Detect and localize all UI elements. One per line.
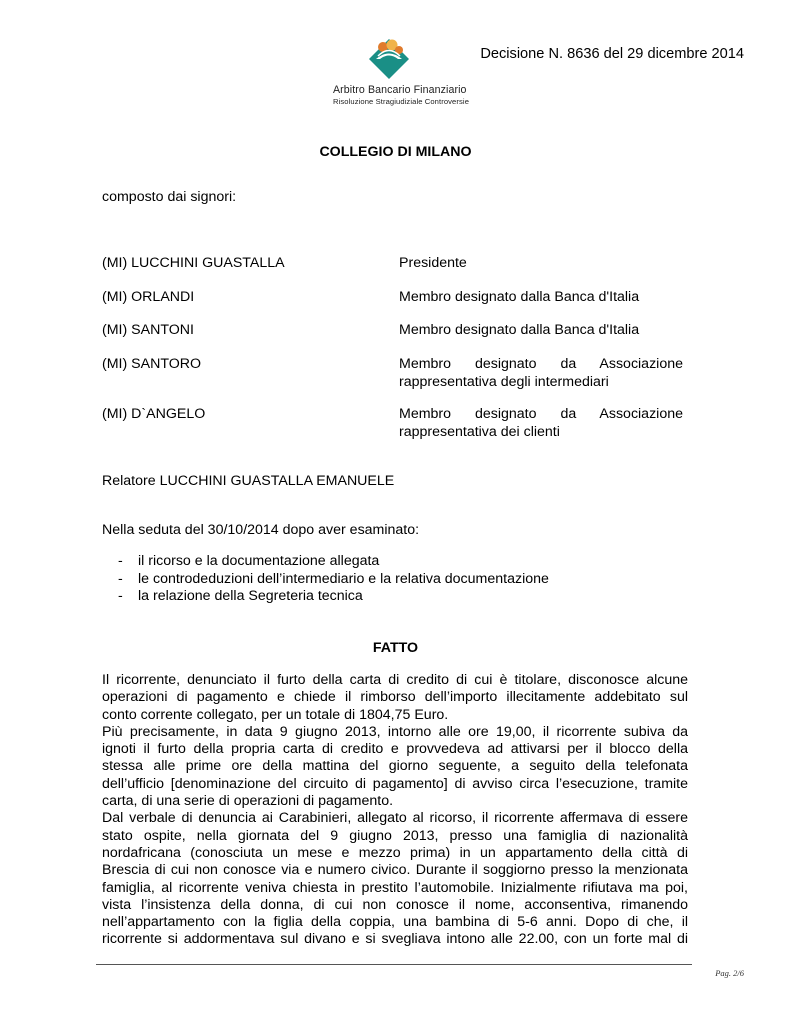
logo-organization: Arbitro Bancario Finanziario: [333, 84, 467, 96]
fatto-body: [102, 672, 688, 949]
member-role-line: rappresentativa dei clienti: [399, 424, 560, 440]
member-name: (MI) SANTORO: [102, 356, 202, 372]
list-item: - le controdeduzioni dell’intermediario e la relativa documentazione: [118, 570, 549, 587]
text-line: famiglia, al ricorrente veniva chiesta in prestito l’automobile. Inizialmente rifiutava ma poi,: [102, 879, 688, 896]
text-line: Più precisamente, in data 9 giugno 2013, intorno alle ore 19,00, il ricorrente subiva da: [102, 723, 688, 740]
abf-emblem-icon: [365, 35, 413, 83]
text-line: stessa alle prime ore della mattina del giorno seguente, a seguito della telefonata: [102, 758, 688, 775]
list-item-text: il ricorso e la documentazione allegata: [138, 553, 380, 569]
session-intro: Nella seduta del 30/10/2014 dopo aver esaminato:: [102, 522, 420, 538]
member-role-line: Membro designato da Associazione: [399, 356, 683, 372]
text-line: Dal verbale di denuncia ai Carabinieri, allegato al ricorso, il ricorrente affermava di essere: [102, 810, 688, 827]
text-line: ignoti il furto della propria carta di credito e provvedeva ad attivarsi per il blocco della: [102, 741, 688, 758]
rapporteur: Relatore LUCCHINI GUASTALLA EMANUELE: [102, 473, 395, 489]
member-role-line: Membro designato dalla Banca d'Italia: [399, 322, 640, 338]
footer-divider: [96, 964, 692, 965]
member-role: [399, 322, 683, 338]
text-line: dell’ufficio [denominazione del circuito di pagamento] di avviso circa l’esecuzione, tramite: [102, 775, 688, 792]
college-title: COLLEGIO DI MILANO: [319, 144, 472, 160]
member-role: [399, 289, 683, 305]
member-role: [399, 406, 683, 440]
list-item-text: le controdeduzioni dell’intermediario e la relativa documentazione: [138, 570, 549, 587]
text-line: nordafricana (conosciuta un mese e mezzo prima) in un appartamento della città di: [102, 844, 688, 861]
logo-subtitle: Risoluzione Stragiudiziale Controversie: [333, 97, 470, 106]
composed-by-label: composto dai signori:: [102, 189, 237, 205]
list-item: - la relazione della Segreteria tecnica: [118, 588, 363, 604]
member-name: (MI) LUCCHINI GUASTALLA: [102, 255, 285, 271]
member-name: (MI) ORLANDI: [102, 289, 195, 305]
list-item: - il ricorso e la documentazione allegata: [118, 553, 380, 569]
abf-logo: [327, 35, 487, 115]
member-role-line: Presidente: [399, 255, 467, 271]
text-line: Brescia di cui non conosce via e numero civico. Durante il soggiorno presso la menzionata: [102, 862, 688, 879]
decision-number: Decisione N. 8636 del 29 dicembre 2014: [480, 46, 744, 62]
member-role-line: Membro designato dalla Banca d'Italia: [399, 289, 640, 305]
list-item-text: la relazione della Segreteria tecnica: [138, 588, 363, 604]
member-name: (MI) D`ANGELO: [102, 406, 206, 422]
member-role-line: rappresentativa degli intermediari: [399, 374, 609, 390]
text-line: conto corrente collegato, per un totale di 1804,75 Euro.: [102, 706, 449, 723]
text-line: Il ricorrente, denunciato il furto della carta di credito di cui è titolare, disconosce alcune: [102, 672, 688, 688]
member-role: [399, 255, 683, 271]
page-number: Pag. 2/6: [715, 968, 744, 978]
text-line: stato ospite, nella giornata del 9 giugno 2013, presso una famiglia di nazionalità: [102, 827, 688, 844]
member-role: [399, 356, 683, 390]
text-line: carta, di una serie di operazioni di pagamento.: [102, 793, 394, 810]
section-title: FATTO: [372, 640, 419, 656]
member-role-line: Membro designato da Associazione: [399, 406, 683, 422]
member-name: (MI) SANTONI: [102, 322, 194, 338]
text-line: vista l’insistenza della donna, di cui non conosce il nome, acconsentiva, rimanendo: [102, 896, 688, 913]
text-line: nell’appartamento con la figlia della coppia, una bambina di 5-6 anni. Dopo di che, il: [102, 914, 688, 931]
text-line: operazioni di pagamento e chiede il rimborso dell’importo illecitamente addebitato sul: [102, 689, 688, 706]
examined-items-list: [102, 553, 549, 606]
text-line: ricorrente si addormentava sul divano e si svegliava intono alle 22.00, con un forte mal di: [102, 931, 688, 948]
